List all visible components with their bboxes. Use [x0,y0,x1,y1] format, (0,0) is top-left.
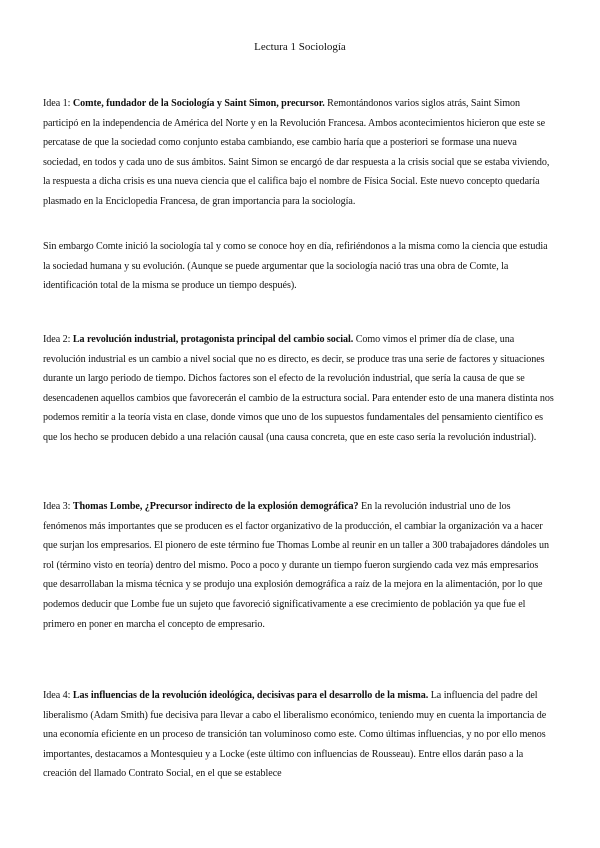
paragraph-idea-1-continued [43,237,555,296]
idea-label: Idea 3: [43,501,73,512]
idea-label: Idea 4: [43,690,73,701]
idea-heading: Comte, fundador de la Sociología y Saint Simon, precursor. [72,98,325,109]
idea-heading: Thomas Lombe, ¿Precursor indirecto de la explosión demográfica? [72,501,359,512]
idea-label: Idea 1: [43,98,73,109]
paragraph-body: Sin embargo Comte inició la sociología tal y como se conoce hoy en día, refiriéndonos a la misma como la ciencia que estudia la sociedad humana y su evolución. (Aunque se puede argumentar que la sociología nació tras una obra de Comte, la identificación total de la misma se produce un tiempo después). [43,241,548,292]
paragraph-body: La influencia del padre del liberalismo (Adam Smith) fue decisiva para llevar a cabo el liberalismo económico, teniendo muy en cuenta la importancia de una economía eficiente en un proceso de transición tan voluminoso como este. Como últimas influencias, y no por ello menos importantes, destacamos a Montesquieu y a Locke (este último con influencias de Rousseau). Entre ellos darán paso a la creación del llamado Contrato Social, en el que se establece [43,690,547,780]
paragraph-idea-2 [43,330,555,448]
paragraph-body: Remontándonos varios siglos atrás, Saint Simon participó en la independencia de América del Norte y en la Revolución Francesa. Ambos acontecimientos hicieron que este se percatase de que la sociedad como conjunto estaba cambiando, ese cambio haría que a posteriori se formase una nueva sociedad, en todos y cada uno de sus ámbitos. Saint Simon se encargó de dar respuesta a la crisis social que se estaba viviendo, la respuesta a dicha crisis es una nueva ciencia que el califica bajo el nombre de Física Social. Este nuevo concepto quedaría plasmado en la Enciclopedia Francesa, de gran importancia para la sociología. [43,98,550,207]
page-title: Lectura 1 Sociología [254,41,346,53]
idea-label: Idea 2: [43,334,73,345]
idea-heading: La revolución industrial, protagonista principal del cambio social. [72,334,354,345]
idea-heading: Las influencias de la revolución ideológica, decisivas para el desarrollo de la misma. [72,690,429,701]
paragraph-idea-3 [43,497,555,634]
paragraph-idea-4 [43,686,555,784]
paragraph-body: Como vimos el primer día de clase, una revolución industrial es un cambio a nivel social que no es directo, es decir, se produce tras una serie de factores y situaciones durante un largo periodo de tiempo. Dichos factores son el efecto de la revolución industrial, que sería la causa de que se desencadenen aquellos cambios que favorecerán el cambio de la estructura social. Para entender esto de una manera distinta nos podemos remitir a la teoría vista en clase, donde vimos que uno de los supuestos fundamentales del pensamiento científico es que los hecho se producen debido a una relación causal (una causa concreta, que en este caso sería la revolución industrial). [43,334,554,443]
paragraph-idea-1 [43,94,555,212]
paragraph-body: En la revolución industrial uno de los fenómenos más importantes que se producen es el factor organizativo de la producción, el cambiar la organización va a hacer que surjan los empresarios. El pionero de este término fue Thomas Lombe al reunir en un taller a 300 trabajadores dándoles un rol (término visto en teoría) dentro del mismo. Poco a poco y durante un tiempo fueron surgiendo cada vez más empresarios que desarrollaban la misma técnica y se produjo una explosión demográfica a raíz de la mejora en la alimentación, por lo que podemos deducir que Lombe fue un sujeto que favoreció significativamente a ese crecimiento de población ya que fue el primero en poner en marcha el concepto de empresario. [43,501,549,630]
